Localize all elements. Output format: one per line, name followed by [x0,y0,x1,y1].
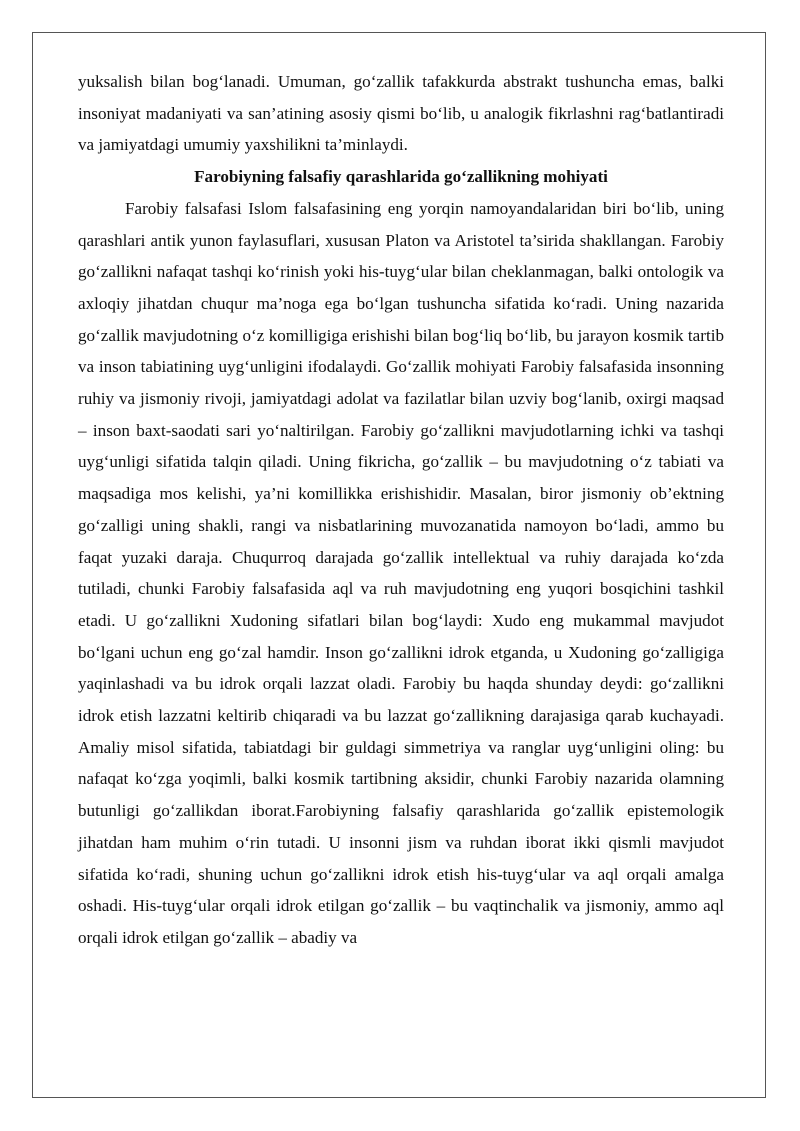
body-paragraph: Farobiy falsafasi Islom falsafasining eng yorqin namoyandalaridan biri bo‘lib, uning qarashlari antik yunon faylasuflari, xususan Platon va Aristotel ta’sirida shakllangan. Farobiy go‘zallikni nafaqat tashqi ko‘rinish yoki his-tuyg‘ular bilan cheklanmagan, balki ontologik va axloqiy jihatdan chuqur ma’noga ega bo‘lgan tushuncha sifatida ko‘radi. Uning nazarida go‘zallik mavjudotning o‘z komilligiga erishishi bilan bog‘liq bo‘lib, bu jarayon kosmik tartib va inson tabiatining uyg‘unligini ifodalaydi. Go‘zallik mohiyati Farobiy falsafasida insonning ruhiy va jismoniy rivoji, jamiyatdagi adolat va fazilatlar bilan uzviy bog‘lanib, oxirgi maqsad – inson baxt-saodati sari yo‘naltirilgan. Farobiy go‘zallikni mavjudotlarning ichki va tashqi uyg‘unligi sifatida talqin qiladi. Uning fikricha, go‘zallik – bu mavjudotning o‘z tabiati va maqsadiga mos kelishi, ya’ni komillikka erishishidir. Masalan, biror jismoniy ob’ektning go‘zalligi uning shakli, rangi va nisbatlarining muvozanatida namoyon bo‘ladi, ammo bu faqat yuzaki daraja. Chuqurroq darajada go‘zallik intellektual va ruhiy darajada ko‘zda tutiladi, chunki Farobiy falsafasida aql va ruh mavjudotning eng yuqori bosqichini tashkil etadi. U go‘zallikni Xudoning sifatlari bilan bog‘laydi: Xudo eng mukammal mavjudot bo‘lgani uchun eng go‘zal hamdir. Inson go‘zallikni idrok etganda, u Xudoning go‘zalligiga yaqinlashadi va bu idrok orqali lazzat oladi. Farobiy bu haqda shunday deydi: go‘zallikni idrok etish lazzatni keltirib chiqaradi va bu lazzat go‘zallikning darajasiga qarab kuchayadi. Amaliy misol sifatida, tabiatdagi bir guldagi simmetriya va ranglar uyg‘unligini oling: bu nafaqat ko‘zga yoqimli, balki kosmik tartibning aksidir, chunki Farobiy nazarida olamning butunligi go‘zallikdan iborat.Farobiyning falsafiy qarashlarida go‘zallik epistemologik jihatdan ham muhim o‘rin tutadi. U insonni jism va ruhdan iborat ikki qismli mavjudot sifatida ko‘radi, shuning uchun go‘zallikni idrok etish his-tuyg‘ular va aql orqali amalga oshadi. His-tuyg‘ular orqali idrok etilgan go‘zallik – bu vaqtinchalik va jismoniy, ammo aql orqali idrok etilgan go‘zallik – abadiy va [78,198,724,947]
section-heading: Farobiyning falsafiy qarashlarida go‘zallikning mohiyati [194,167,608,187]
intro-paragraph: yuksalish bilan bog‘lanadi. Umuman, go‘zallik tafakkurda abstrakt tushuncha emas, balki insoniyat madaniyati va san’atining asosiy qismi bo‘lib, u analogik fikrlashni rag‘batlantiradi va jamiyatdagi umumiy yaxshilikni ta’minlaydi. [78,72,724,155]
page-content [78,66,724,954]
